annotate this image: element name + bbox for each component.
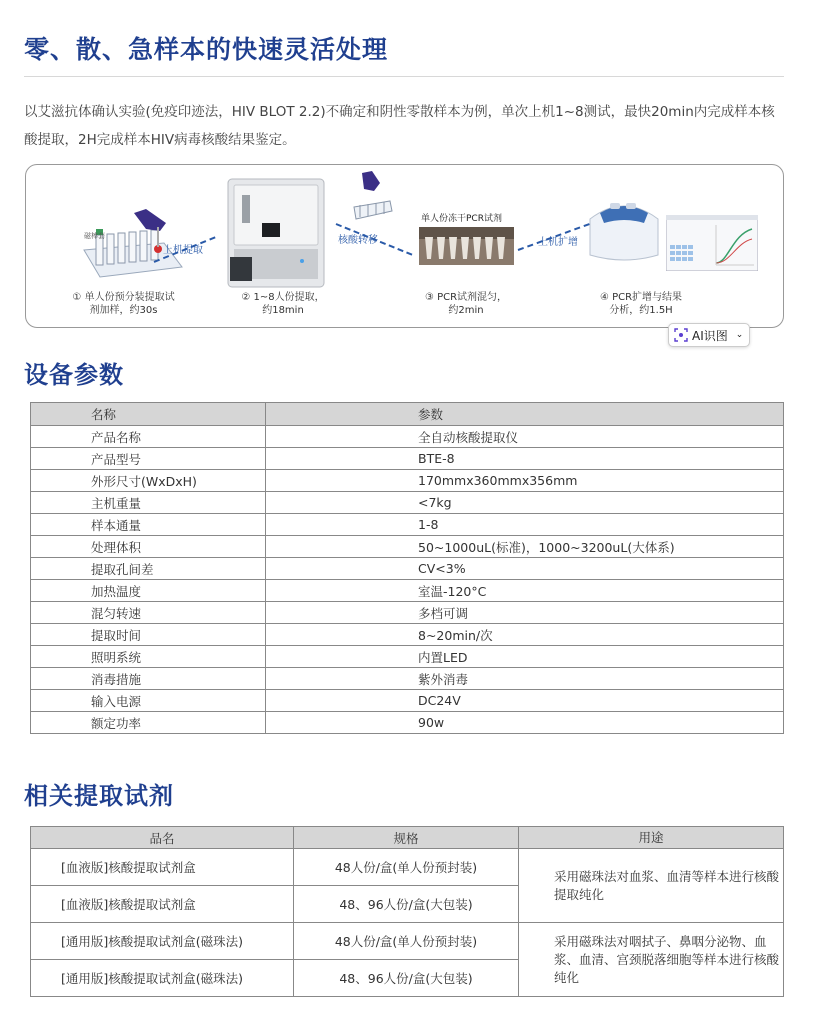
parameters-table <box>30 402 784 734</box>
param-name: 消毒措施 <box>31 668 266 690</box>
product-name: [通用版]核酸提取试剂盒(磁珠法) <box>31 960 294 997</box>
header-usage: 用途 <box>519 827 784 849</box>
header-spec: 规格 <box>294 827 519 849</box>
table-row <box>31 448 784 470</box>
param-value: DC24V <box>266 690 784 712</box>
param-value: 全自动核酸提取仪 <box>266 426 784 448</box>
analysis-software-screen <box>666 215 758 271</box>
table-header-row <box>31 403 784 426</box>
product-spec: 48、96人份/盒(大包装) <box>294 886 519 923</box>
product-usage: 采用磁珠法对血浆、血清等样本进行核酸提取纯化 <box>519 849 784 923</box>
header-product: 品名 <box>31 827 294 849</box>
table-row <box>31 470 784 492</box>
reagents-table <box>30 826 784 997</box>
param-name: 提取孔间差 <box>31 558 266 580</box>
pcr-reagent-header: 单人份冻干PCR试剂 <box>421 214 502 224</box>
product-name: [通用版]核酸提取试剂盒(磁珠法) <box>31 923 294 960</box>
param-name: 额定功率 <box>31 712 266 734</box>
param-value: 内置LED <box>266 646 784 668</box>
param-value: 1-8 <box>266 514 784 536</box>
arrow-2-label: 核酸转移 <box>338 235 378 246</box>
table-row <box>31 492 784 514</box>
product-name: [血液版]核酸提取试剂盒 <box>31 849 294 886</box>
table-row <box>31 646 784 668</box>
rack-label: 磁棒套 <box>84 232 105 240</box>
ai-button-label: AI识图 <box>692 328 728 343</box>
param-value: 8~20min/次 <box>266 624 784 646</box>
table-row <box>31 558 784 580</box>
step-4-caption: ④ PCR扩增与结果 分析，约1.5H <box>599 292 683 316</box>
header-value: 参数 <box>266 403 784 426</box>
param-name: 样本通量 <box>31 514 266 536</box>
param-name: 处理体积 <box>31 536 266 558</box>
table-row <box>31 923 784 960</box>
param-value: 紫外消毒 <box>266 668 784 690</box>
arrow-3-label: 上机扩增 <box>538 237 578 248</box>
table-row <box>31 580 784 602</box>
section-title-processing: 零、散、急样本的快速灵活处理 <box>24 35 389 64</box>
table-row <box>31 712 784 734</box>
product-usage: 采用磁珠法对咽拭子、鼻咽分泌物、血浆、血清、宫颈脱落细胞等样本进行核酸纯化 <box>519 923 784 997</box>
product-name: [血液版]核酸提取试剂盒 <box>31 886 294 923</box>
param-value: BTE-8 <box>266 448 784 470</box>
chevron-down-icon: ⌄ <box>735 330 744 340</box>
ai-scan-icon <box>674 328 688 342</box>
param-name: 外形尺寸(WxDxH) <box>31 470 266 492</box>
param-name: 加热温度 <box>31 580 266 602</box>
param-name: 输入电源 <box>31 690 266 712</box>
title-divider <box>24 76 784 77</box>
pcr-tubes-photo <box>419 227 514 265</box>
table-row <box>31 602 784 624</box>
param-name: 产品型号 <box>31 448 266 470</box>
param-value: 室温-120°C <box>266 580 784 602</box>
param-value: 多档可调 <box>266 602 784 624</box>
header-name: 名称 <box>31 403 266 426</box>
param-name: 提取时间 <box>31 624 266 646</box>
transfer-strip-illustration <box>348 171 398 226</box>
section-title-parameters: 设备参数 <box>24 361 124 389</box>
param-value: 90w <box>266 712 784 734</box>
intro-paragraph: 以艾滋抗体确认实验(免疫印迹法，HIV BLOT 2.2)不确定和阴性零散样本为例，单次上机1~8测试，最快20min内完成样本核酸提取，2H完成样本HIV病毒核酸结果鉴定。 <box>24 104 775 148</box>
table-row <box>31 426 784 448</box>
product-spec: 48人份/盒(单人份预封装) <box>294 849 519 886</box>
param-name: 照明系统 <box>31 646 266 668</box>
step-1-caption: ① 单人份预分装提取试 剂加样，约30s <box>72 292 175 316</box>
table-row <box>31 514 784 536</box>
table-row <box>31 536 784 558</box>
product-spec: 48、96人份/盒(大包装) <box>294 960 519 997</box>
extractor-instrument-illustration <box>222 175 332 293</box>
ai-image-recognition-button[interactable] <box>668 323 750 347</box>
param-name: 产品名称 <box>31 426 266 448</box>
product-spec: 48人份/盒(单人份预封装) <box>294 923 519 960</box>
arrow-1-label: 上机提取 <box>163 245 203 256</box>
param-value: CV<3% <box>266 558 784 580</box>
table-row <box>31 668 784 690</box>
pcr-instrument-illustration <box>584 189 664 267</box>
param-value: <7kg <box>266 492 784 514</box>
param-name: 主机重量 <box>31 492 266 514</box>
table-row <box>31 624 784 646</box>
table-header-row <box>31 827 784 849</box>
step-3-caption: ③ PCR试剂混匀， 约2min <box>424 292 508 316</box>
workflow-panel <box>25 164 784 328</box>
table-row <box>31 849 784 886</box>
section-title-reagents: 相关提取试剂 <box>24 782 174 810</box>
param-value: 50~1000uL(标准)，1000~3200uL(大体系) <box>266 536 784 558</box>
param-name: 混匀转速 <box>31 602 266 624</box>
param-value: 170mmx360mmx356mm <box>266 470 784 492</box>
step-2-caption: ② 1~8人份提取， 约18min <box>241 292 325 316</box>
table-row <box>31 690 784 712</box>
